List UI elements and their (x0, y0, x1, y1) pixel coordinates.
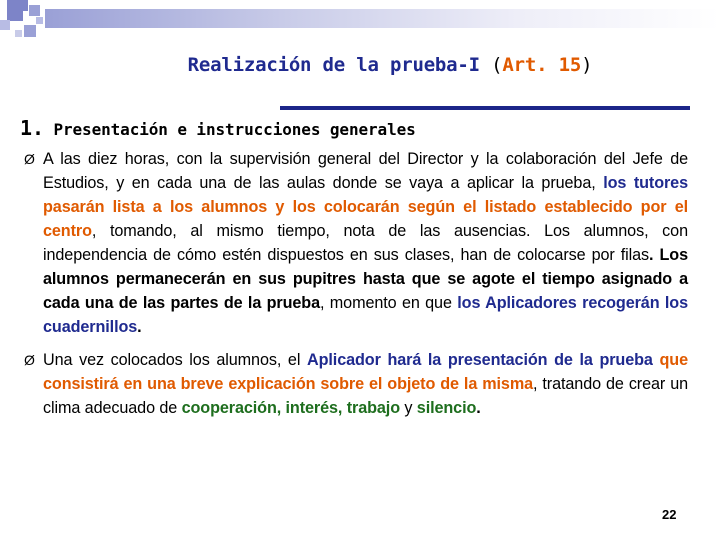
title-paren-open: ( (491, 54, 503, 76)
para2-text: , tratando de crear un clima adecuado de (43, 375, 688, 417)
para1-tutores: los tutores (603, 174, 688, 192)
para2-aplicador: Aplicador hará la presentación de la prueba (307, 351, 653, 369)
decor-square-small (36, 17, 43, 24)
para2-explicacion: que consistirá en una breve explicación sobre el objeto de la misma (43, 351, 688, 393)
slide-title (0, 54, 720, 76)
paragraph-1 (43, 147, 688, 339)
decor-square-small (15, 30, 22, 37)
para2-text: Una vez colocados los alumnos, el (43, 351, 301, 369)
section-title: Presentación e instrucciones generales (53, 120, 416, 139)
para2-silencio: silencio (416, 399, 477, 417)
section-heading (20, 116, 416, 140)
title-paren-close: ) (581, 54, 593, 76)
para1-permaneceran: . Los alumnos permanecerán en sus pupitres hasta que se agote el tiempo asignado a cada una de las partes de la prueba (43, 246, 688, 312)
page-number: 22 (662, 507, 677, 522)
para1-period: . (137, 318, 142, 336)
bullet-arrow-icon: Ø (24, 151, 35, 167)
para1-aplicadores: los Aplicadores (457, 294, 577, 312)
para1-recogeran: recogerán los cuadernillos (43, 294, 688, 336)
para1-text: A las diez horas, con la supervisión general del Director y la colaboración del Jefe de Estudios, y en cada una de las aulas donde se vaya a aplicar la prueba, (43, 150, 688, 192)
para1-text: , momento en que (319, 294, 452, 312)
para1-pasaran-lista: pasarán lista a los alumnos y los colocarán según el listado establecido por el centro (43, 198, 688, 240)
para2-text: y (404, 399, 413, 417)
para2-period: . (476, 399, 481, 417)
header-gradient-bar (45, 9, 720, 28)
decor-square-small (0, 20, 10, 30)
decor-square-small (24, 25, 36, 37)
para2-cooperacion: cooperación, interés, trabajo (181, 399, 400, 417)
bullet-arrow-icon: Ø (24, 352, 35, 368)
title-underline (280, 106, 690, 110)
paragraph-2 (43, 348, 688, 420)
title-main: Realización de la prueba-I (187, 54, 480, 76)
para1-text: , tomando, al mismo tiempo, nota de las ausencias. Los alumnos, con independencia de cómo estén dispuestos en sus clases, han de colocarse por filas (43, 222, 688, 264)
section-number: 1. (20, 116, 44, 140)
decor-square-small (29, 5, 40, 16)
title-article: Art. 15 (502, 54, 582, 76)
